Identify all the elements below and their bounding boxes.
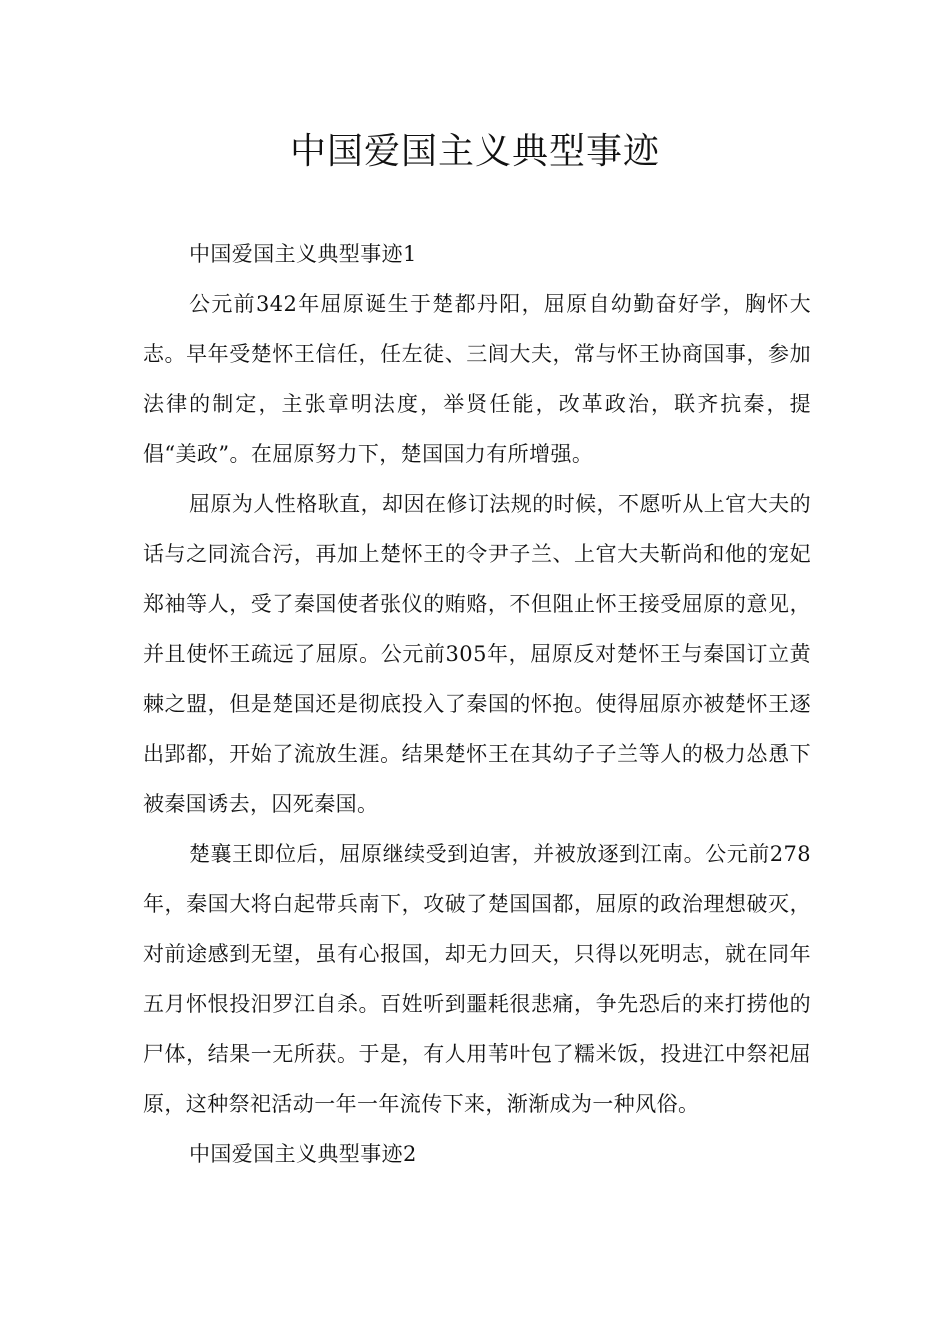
section-heading: 中国爱国主义典型事迹1	[189, 242, 417, 266]
document-body	[143, 229, 811, 1179]
document-title: 中国爱国主义典型事迹	[289, 131, 660, 172]
paragraph: 楚襄王即位后，屈原继续受到迫害，并被放逐到江南。公元前278年，秦国大将白起带兵南下，攻破了楚国国都，屈原的政治理想破灭，对前途感到无望，虽有心报国，却无力回天，只得以死明志，就在同年五月怀恨投汨罗江自杀。百姓听到噩耗很悲痛，争先恐后的来打捞他的尸体，结果一无所获。于是，有人用苇叶包了糯米饭，投进江中祭祀屈原，这种祭祀活动一年一年流传下来，渐渐成为一种风俗。	[143, 842, 811, 1116]
paragraph: 公元前342年屈原诞生于楚都丹阳，屈原自幼勤奋好学，胸怀大志。早年受楚怀王信任，任左徒、三闾大夫，常与怀王协商国事，参加法律的制定，主张章明法度，举贤任能，改革政治，联齐抗秦，提倡“美政”。在屈原努力下，楚国国力有所增强。	[143, 292, 811, 466]
section-heading: 中国爱国主义典型事迹2	[189, 1142, 417, 1166]
paragraph: 屈原为人性格耿直，却因在修订法规的时候，不愿听从上官大夫的话与之同流合污，再加上楚怀王的令尹子兰、上官大夫靳尚和他的宠妃郑袖等人，受了秦国使者张仪的贿赂，不但阻止怀王接受屈原的意见，并且使怀王疏远了屈原。公元前305年，屈原反对楚怀王与秦国订立黄棘之盟，但是楚国还是彻底投入了秦国的怀抱。使得屈原亦被楚怀王逐出郢都，开始了流放生涯。结果楚怀王在其幼子子兰等人的极力怂恿下被秦国诱去，囚死秦国。	[143, 492, 811, 816]
